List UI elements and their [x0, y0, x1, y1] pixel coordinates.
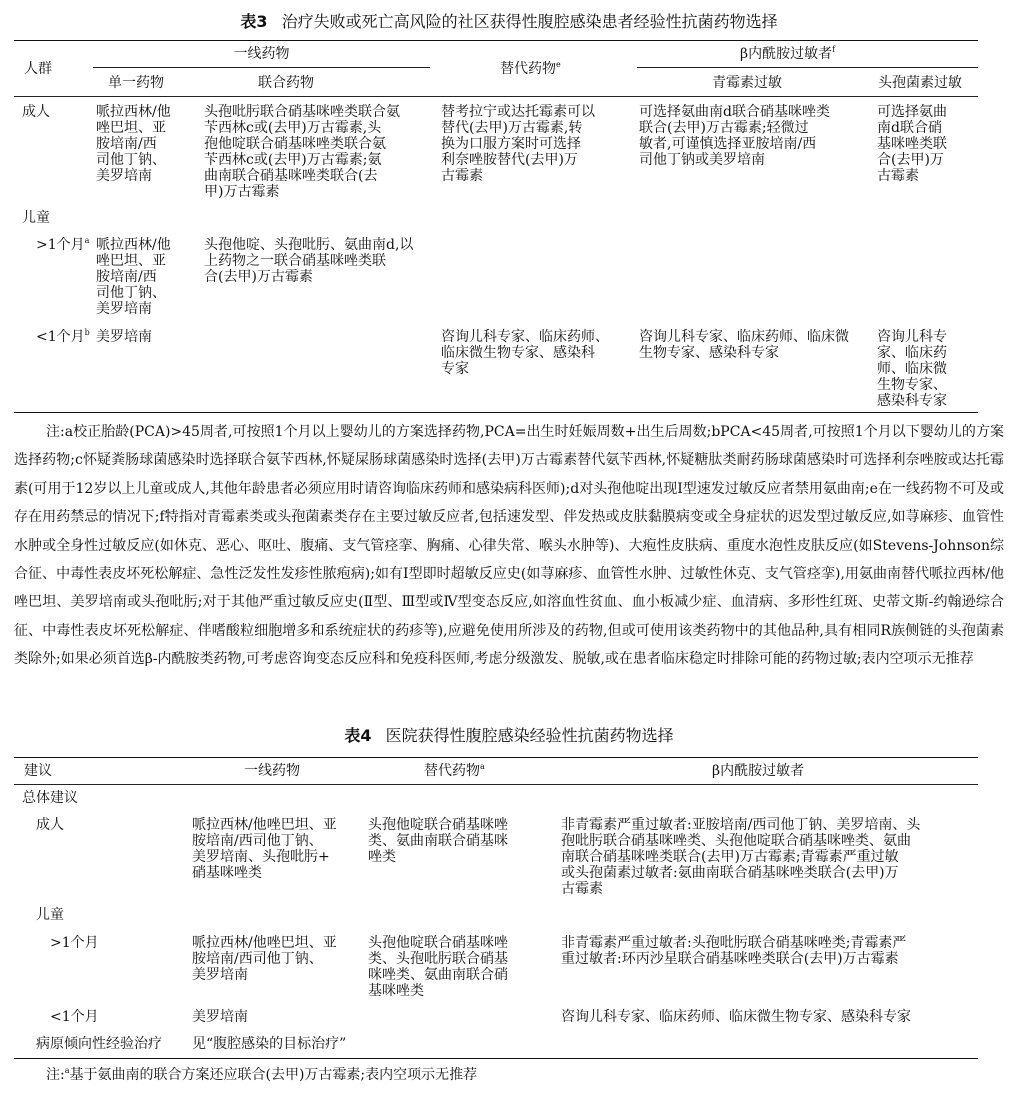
table4-pathogen-first: 见“腹腔感染的目标治疗” — [192, 1036, 347, 1052]
table3-header-ceph: 头孢菌素过敏 — [878, 75, 962, 91]
table3-bottom-rule — [14, 412, 978, 413]
table4-row-lt1m-label: <1个月 — [50, 1009, 99, 1025]
table4-header-rule — [14, 784, 978, 785]
table4-header-first-line: 一线药物 — [244, 763, 300, 779]
table3-lt1m-single: 美罗培南 — [96, 329, 152, 345]
table4-row-child-label: 儿童 — [36, 907, 64, 923]
table3-lt1m-label-text: <1个月 — [36, 329, 85, 345]
table3-header-rule — [14, 96, 978, 97]
table3-header-allergy-text: β内酰胺过敏者 — [740, 46, 833, 62]
table4-note-mark: a — [64, 1066, 70, 1075]
table3-gt1m-single: 哌拉西林/他 唑巴坦、亚 胺培南/西 司他丁钠、 美罗培南 — [96, 237, 171, 317]
table3-lt1m-mark: b — [84, 328, 90, 337]
table3-lt1m-alt: 咨询儿科专家、临床药师、 临床微生物专家、感染科 专家 — [441, 329, 609, 377]
table4-lt1m-first: 美罗培南 — [192, 1009, 248, 1025]
table4-adult-alt: 头孢他啶联合硝基咪唑 类、氨曲南联合硝基咪 唑类 — [368, 817, 508, 865]
table3-row-child-label: 儿童 — [22, 210, 50, 226]
table3-header-combo: 联合药物 — [258, 75, 314, 91]
table3-header-first-line: 一线药物 — [233, 46, 290, 62]
table4-note — [46, 1066, 477, 1084]
table3-first-line-rule — [93, 67, 430, 68]
table4-header-alt-text: 替代药物 — [424, 763, 480, 779]
table4-header-advice: 建议 — [24, 763, 52, 779]
table3-header-allergy-mark: f — [832, 45, 836, 54]
table4-caption-title: 医院获得性腹腔感染经验性抗菌药物选择 — [385, 726, 674, 745]
table4-row-adult-label: 成人 — [36, 817, 64, 833]
table3-gt1m-mark: a — [84, 236, 90, 245]
table4-gt1m-allergy: 非青霉素严重过敏者:头孢吡肟联合硝基咪唑类;青霉素严 重过敏者:环丙沙星联合硝基咪唑类联合(去甲)万古霉素 — [561, 935, 907, 967]
table3-allergy-rule — [637, 67, 978, 68]
table4-header-alt — [424, 763, 485, 779]
table4-caption — [0, 726, 1018, 746]
table4-row-pathogen-label: 病原倾向性经验治疗 — [36, 1036, 162, 1052]
table3-adult-ceph: 可选择氨曲 南d联合硝 基咪唑类联 合(去甲)万 古霉素 — [877, 104, 947, 184]
table3-adult-combo: 头孢吡肟联合硝基咪唑类联合氨 苄西林c或(去甲)万古霉素,头 孢他啶联合硝基咪唑类联合氨 苄西林c或(去甲)万古霉素;氨 曲南联合硝基咪唑类联合(去 甲)万古霉素 — [204, 104, 400, 200]
table3-header-single: 单一药物 — [108, 75, 164, 91]
table4-lt1m-allergy: 咨询儿科专家、临床药师、临床微生物专家、感染科专家 — [561, 1009, 911, 1025]
table4-adult-allergy: 非青霉素严重过敏者:亚胺培南/西司他丁钠、美罗培南、头 孢吡肟联合硝基咪唑类、头孢他啶联合硝基咪唑类、氨曲 南联合硝基咪唑类联合(去甲)万古霉素;青霉素严重过敏 或头孢菌素过敏者:氨曲南联合硝基咪唑类联合(去甲)万 古霉素 — [561, 817, 921, 897]
table3-row-lt1m-label — [36, 329, 90, 345]
table3-adult-alt: 替考拉宁或达托霉素可以 替代(去甲)万古霉素,转 换为口服方案时可选择 利奈唑胺替代(去甲)万 古霉素 — [441, 104, 595, 184]
table3-header-alt-text: 替代药物 — [500, 61, 556, 77]
table4-note-prefix: 注: — [46, 1067, 65, 1083]
table3-gt1m-combo: 头孢他啶、头孢吡肟、氨曲南d,以 上药物之一联合硝基咪唑类联 合(去甲)万古霉素 — [204, 237, 414, 285]
table4-bottom-rule — [14, 1058, 978, 1059]
table4-caption-label: 表4 — [344, 726, 372, 745]
table4-row-gt1m-label: >1个月 — [50, 935, 99, 951]
table3-row-gt1m-label — [36, 237, 89, 253]
table3-gt1m-label-text: >1个月 — [36, 237, 85, 253]
table3-header-pen: 青霉素过敏 — [712, 75, 782, 91]
table3-caption-title: 治疗失败或死亡高风险的社区获得性腹腔感染患者经验性抗菌药物选择 — [281, 12, 778, 31]
table3-row-adult-label: 成人 — [22, 104, 50, 120]
table4-header-alt-mark: a — [480, 762, 485, 771]
table4-adult-first: 哌拉西林/他唑巴坦、亚 胺培南/西司他丁钠、 美罗培南、头孢吡肟+ 硝基咪唑类 — [192, 817, 337, 881]
table4-gt1m-first: 哌拉西林/他唑巴坦、亚 胺培南/西司他丁钠、 美罗培南 — [192, 935, 337, 983]
table4-note-text: 基于氨曲南的联合方案还应联合(去甲)万古霉素;表内空项示无推荐 — [69, 1067, 478, 1083]
table3-header-alt-mark: e — [556, 60, 561, 69]
table4-top-rule — [14, 757, 978, 758]
table4-header-allergy: β内酰胺过敏者 — [712, 763, 805, 779]
table3-adult-pen: 可选择氨曲南d联合硝基咪唑类 联合(去甲)万古霉素;轻微过 敏者,可谨慎选择亚胺培南/西 司他丁钠或美罗培南 — [639, 104, 830, 168]
table3-header-population: 人群 — [24, 61, 52, 77]
table3-header-alt — [500, 61, 561, 77]
table3-lt1m-pen: 咨询儿科专家、临床药师、临床微 生物专家、感染科专家 — [639, 329, 849, 361]
table4-row-overall-label: 总体建议 — [22, 790, 78, 806]
table3-caption-label: 表3 — [240, 12, 268, 31]
table3-header-allergy — [740, 46, 835, 62]
table4-gt1m-alt: 头孢他啶联合硝基咪唑 类、头孢吡肟联合硝基 咪唑类、氨曲南联合硝 基咪唑类 — [368, 935, 508, 999]
table3-top-rule — [14, 40, 978, 41]
table3-note: 注:a校正胎龄(PCA)>45周者,可按照1个月以上婴幼儿的方案选择药物,PCA=出生时妊娠周数+出生后周数;bPCA<45周者,可按照1个月以下婴幼儿的方案选择药物;c怀疑粪肠球菌感染时选择联合氨苄西林,怀疑屎肠球菌感染时选择(去甲)万古霉素替代氨苄西林,怀疑糖肽类耐药肠球菌感染时可选择利奈唑胺或达托霉素(可用于12岁以上儿童或成人,其他年龄患者必须应用时请咨询临床药师和感染病科医师);d对头孢他啶出现Ⅰ型速发过敏反应者禁用氨曲南;e在一线药物不可及或存在用药禁忌的情况下;f特指对青霉素类或头孢菌素类存在主要过敏反应者,包括速发型、伴发热或皮肤黏膜病变或全身症状的迟发型过敏反应,如荨麻疹、血管性水肿或全身性过敏反应(如休克、恶心、呕吐、腹痛、支气管痉挛、胸痛、心律失常、喉头水肿等)、大疱性皮肤病、重度水泡性皮肤反应(如Stevens-Johnson综合征、中毒性表皮坏死松解症、急性泛发性发疹性脓疱病);如有Ⅰ型即时超敏反应史(如荨麻疹、血管性水肿、过敏性休克、支气管痉挛),用氨曲南替代哌拉西林/他唑巴坦、美罗培南或头孢吡肟;对于其他严重过敏反应史(Ⅱ型、Ⅲ型或Ⅳ型变态反应,如溶血性贫血、血小板减少症、血清病、多形性红斑、史蒂文斯-约翰逊综合征、中毒性表皮坏死松解症、伴嗜酸粒细胞增多和系统症状的药疹等),应避免使用所涉及的药物,但或可使用该类药物中的其他品种,具有相同R族侧链的头孢菌素类除外;如果必须首选β-内酰胺类药物,可考虑咨询变态反应科和免疫科医师,考虑分级激发、脱敏,或在患者临床稳定时排除可能的药物过敏;表内空项示无推荐 — [14, 424, 1004, 668]
table3-caption — [0, 12, 1018, 32]
table3-adult-single: 哌拉西林/他 唑巴坦、亚 胺培南/西 司他丁钠、 美罗培南 — [96, 104, 171, 184]
table3-lt1m-ceph: 咨询儿科专 家、临床药 师、临床微 生物专家、 感染科专家 — [877, 329, 947, 409]
